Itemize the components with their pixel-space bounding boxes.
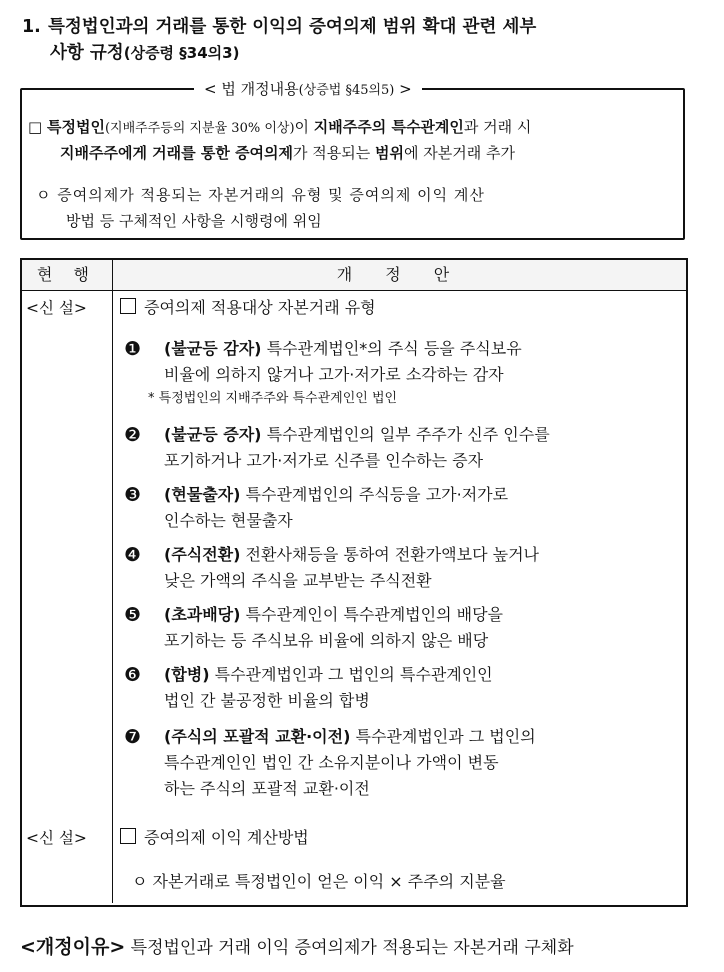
number-1-icon: ❶: [124, 338, 142, 360]
item-text: 특수관계법인과 그 법인의: [350, 727, 536, 746]
item-text: 낮은 가액의 주식을 교부받는 주식전환: [164, 571, 432, 590]
notice-l2a: 지배주주에게 거래를 통한: [60, 144, 236, 162]
notice-line-1: [28, 114, 678, 142]
checkbox-bullet-icon: □: [28, 118, 43, 136]
item-name: (주식전환): [164, 545, 241, 564]
list-item: [124, 482, 684, 534]
item-name: (불균등 감자): [164, 339, 262, 358]
section2-heading: [120, 826, 309, 850]
item-name: (주식의 포괄적 교환·이전): [164, 727, 351, 746]
item-text: 특수관계법인과 그 법인의 특수관계인인: [209, 665, 493, 684]
notice-l1a: 특정법인: [46, 118, 105, 136]
section-number: 1.: [22, 17, 41, 37]
new-tag-2: <신 설>: [26, 829, 87, 847]
list-item: [124, 602, 684, 654]
notice-l1b: (지배주주등의 지분율 30% 이상): [104, 121, 295, 136]
law-amendment-box: [20, 80, 685, 240]
item-text: 비율에 의하지 않거나 고가·저가로 소각하는 감자: [164, 365, 504, 384]
notice-l2b: 증여의제: [235, 144, 294, 162]
item-text: 특수관계인이 특수관계법인의 배당을: [240, 605, 504, 624]
notice-l2c: 가 적용되는: [293, 144, 376, 162]
notice-heading-text: < 법 개정내용: [204, 80, 299, 98]
notice-heading-end: >: [394, 80, 412, 98]
table-header: [22, 260, 686, 291]
list-item: [124, 724, 684, 802]
item-text: 특수관계법인*의 주식 등을 주식보유: [261, 339, 522, 358]
title-line2: 사항 규정: [50, 43, 124, 63]
notice-l2e: 에 자본거래 추가: [404, 144, 515, 162]
item-text: 포기하거나 고가·저가로 신주를 인수하는 증자: [164, 451, 484, 470]
revision-reason: [20, 932, 574, 959]
notice-line-2: [60, 140, 710, 166]
section1-heading: [120, 296, 376, 320]
notice-l1d: 지배주주의 특수관계인: [313, 118, 464, 136]
header-revised: 개 정 안: [336, 265, 464, 284]
number-6-icon: ❻: [124, 664, 142, 686]
checkbox-icon: [120, 298, 136, 314]
notice-heading-ref: (상증법 §45의5): [298, 83, 395, 98]
item-text: 특수관계법인의 일부 주주가 신주 인수를: [261, 425, 550, 444]
item-name: (초과배당): [164, 605, 241, 624]
section2-title: 증여의제 이익 계산방법: [144, 828, 309, 847]
notice-line-3: ㅇ 증여의제가 적용되는 자본거래의 유형 및 증여의제 이익 계산: [36, 186, 485, 204]
formula: ㅇ 자본거래로 특정법인이 얻은 이익 × 주주의 지분율: [132, 872, 506, 891]
column-divider: [112, 291, 113, 903]
notice-line-4: 방법 등 구체적인 사항을 시행령에 위임: [66, 212, 322, 230]
reason-text: 특정법인과 거래 이익 증여의제가 적용되는 자본거래 구체화: [125, 938, 574, 958]
item-text: 하는 주식의 포괄적 교환·이전: [164, 779, 370, 798]
reason-label: <개정이유>: [20, 936, 126, 958]
item-text: 특수관계법인의 주식등을 고가·저가로: [240, 485, 509, 504]
number-7-icon: ❼: [124, 726, 142, 748]
title-line1: 특정법인과의 거래를 통한 이익의 증여의제 범위 확대 관련 세부: [48, 17, 537, 37]
item-text: 포기하는 등 주식보유 비율에 의하지 않은 배당: [164, 631, 489, 650]
new-tag-1: <신 설>: [26, 299, 87, 317]
item-text: 인수하는 현물출자: [164, 511, 293, 530]
section1-title: 증여의제 적용대상 자본거래 유형: [144, 298, 376, 317]
list-item: [124, 662, 684, 714]
item-name: (합병): [164, 665, 210, 684]
section-title: [22, 14, 712, 66]
list-item: [124, 422, 684, 474]
notice-l1c: 이: [294, 118, 314, 136]
notice-l2d: 범위: [375, 144, 405, 162]
item-name: (불균등 증자): [164, 425, 262, 444]
footnote: * 특정법인의 지배주주와 특수관계인인 법인: [148, 391, 398, 406]
checkbox-icon: [120, 828, 136, 844]
header-current: 현 행: [22, 260, 113, 290]
number-2-icon: ❷: [124, 424, 142, 446]
number-5-icon: ❺: [124, 604, 142, 626]
notice-l1e: 과 거래 시: [463, 118, 532, 136]
title-reference: (상증령 §34의3): [123, 44, 240, 62]
list-item: [124, 336, 684, 388]
item-name: (현물출자): [164, 485, 241, 504]
number-4-icon: ❹: [124, 544, 142, 566]
notice-heading: [194, 79, 422, 101]
list-item: [124, 542, 684, 594]
item-text: 특수관계인인 법인 간 소유지분이나 가액이 변동: [164, 753, 499, 772]
item-text: 전환사채등을 통하여 전환가액보다 높거나: [240, 545, 540, 564]
item-text: 법인 간 불공정한 비율의 합병: [164, 691, 370, 710]
number-3-icon: ❸: [124, 484, 142, 506]
comparison-table: [20, 258, 688, 907]
